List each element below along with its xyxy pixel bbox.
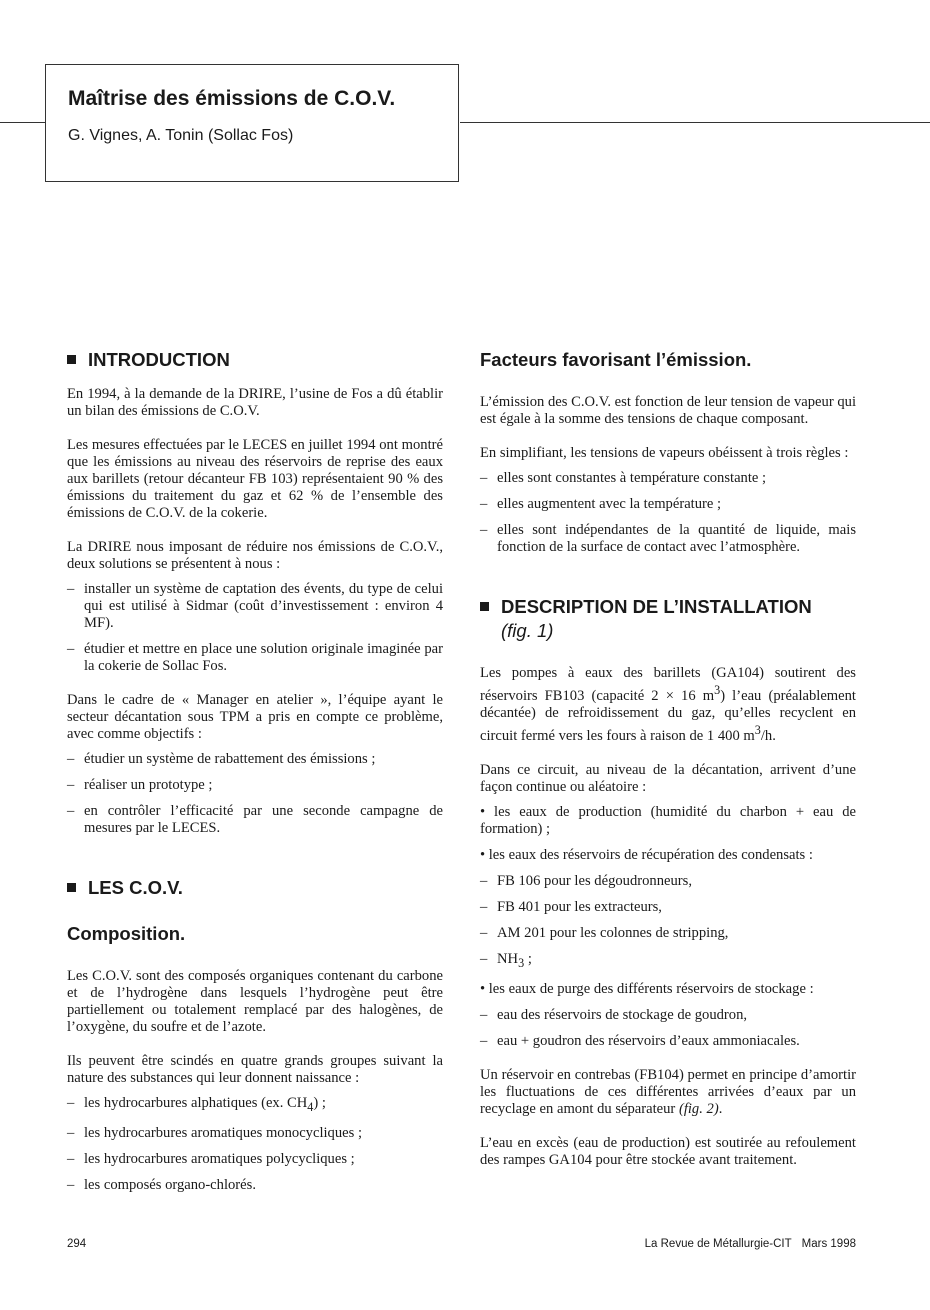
section-square-icon [67,355,76,364]
article-title: Maîtrise des émissions de C.O.V. [68,87,396,110]
list-item: – eau des réservoirs de stockage de goudron, [480,1007,856,1024]
title-box [45,64,459,182]
list-item: – en contrôler l’efficacité par une seconde campagne de mesures par le LECES. [67,803,443,837]
journal-footer [645,1238,856,1250]
journal-date: Mars 1998 [801,1238,856,1250]
article-authors: G. Vignes, A. Tonin (Sollac Fos) [68,127,294,144]
list-item: – $NH_3$ ; [480,951,856,972]
list-item: – elles sont constantes à température constante ; [480,470,856,487]
section-square-icon [67,883,76,892]
list-item: – FB 106 pour les dégoudronneurs, [480,873,856,890]
left-column [67,348,443,1203]
intro-paragraph-1: En 1994, à la demande de la DRIRE, l’usine de Fos a dû établir un bilan des émissions de C.O.V. [67,386,443,419]
list-item: – AM 201 pour les colonnes de stripping, [480,925,856,942]
facteurs-paragraph-1: L’émission des C.O.V. est fonction de leur tension de vapeur qui est égale à la somme des tensions de chaque composant. [480,394,856,427]
bullet-item: • les eaux de production (humidité du charbon + eau de formation) ; [480,803,856,837]
composition-paragraph-2: Ils peuvent être scindés en quatre grands groupes suivant la nature des substances qui leur donnent naissance : [67,1053,443,1086]
intro-paragraph-3: La DRIRE nous imposant de réduire nos émissions de C.O.V., deux solutions se présentent à nous : [67,539,443,572]
list-item: – étudier et mettre en place une solution originale imaginée par la cokerie de Sollac Fos. [67,641,443,675]
page-number: 294 [67,1238,87,1250]
list-item: – elles augmentent avec la température ; [480,496,856,513]
section-heading-description: DESCRIPTION DE L’INSTALLATION (fig. 1) [480,595,856,643]
list-item: – FB 401 pour les extracteurs, [480,899,856,916]
list-item: – les composés organo-chlorés. [67,1177,443,1194]
subheading-composition: Composition. [67,923,186,944]
intro-paragraph-4: Dans le cadre de « Manager en atelier », l’équipe ayant le secteur décantation sous TPM a pris en compte ce problème, avec comme objectifs : [67,692,443,742]
list-item: – les hydrocarbures aromatiques polycycliques ; [67,1151,443,1168]
facteurs-paragraph-2: En simplifiant, les tensions de vapeurs obéissent à trois règles : [480,445,849,461]
intro-paragraph-2: Les mesures effectuées par le LECES en juillet 1994 ont montré que les émissions au niveau des réservoirs de reprise des eaux aux barillets (retour décanteur FB 103) représentaient 90 % des émissions du traitement du gaz et 62 % de l’ensemble des émissions de C.O.V. de la cokerie. [67,437,443,521]
description-paragraph-2: Dans ce circuit, au niveau de la décantation, arrivent d’une façon continue ou aléatoire : [480,761,856,795]
list-item: – étudier un système de rabattement des émissions ; [67,751,443,768]
bullet-item: • les eaux de purge des différents réservoirs de stockage : [480,980,814,997]
list-item: – les hydrocarbures aromatiques monocycliques ; [67,1125,443,1142]
composition-paragraph-1: Les C.O.V. sont des composés organiques contenant du carbone et de l’hydrogène dans lesquels l’hydrogène peut être partiellement ou totalement remplacé par des halogènes, de l’oxygène, du soufre et de l’azote. [67,968,443,1035]
header-rule-right [460,122,930,123]
journal-name: La Revue de Métallurgie-CIT [644,1238,792,1250]
right-column [480,348,856,1169]
list-item: – les hydrocarbures alphatiques (ex. $CH_4$) ; [67,1095,443,1116]
section-square-icon [480,602,489,611]
subheading-facteurs: Facteurs favorisant l’émission. [480,349,752,370]
list-item: – réaliser un prototype ; [67,777,443,794]
description-paragraph-1: Les pompes à eaux des barillets (GA104) soutirent des réservoirs FB103 (capacité 2 × 16 $m^3$) l’eau (préalablement décantée) de refroidissement du gaz, qu’elles recyclent en circuit fermé vers les fours à raison de 1 400 $m^3/h$. [480,665,856,744]
section-heading-cov: LES C.O.V. [67,876,443,900]
description-paragraph-3: Un réservoir en contrebas (FB104) permet en principe d’amortir les fluctuations de ces différentes arrivées d’eaux par un recyclage en amont du séparateur (fig. 2). [480,1066,856,1117]
list-item: – eau + goudron des réservoirs d’eaux ammoniacales. [480,1033,856,1050]
header-rule-left [0,122,46,123]
list-item: – installer un système de captation des évents, du type de celui qui est utilisé à Sidmar (coût d’investissement : environ 4 MF). [67,581,443,632]
description-paragraph-4: L’eau en excès (eau de production) est soutirée au refoulement des rampes GA104 pour être stockée avant traitement. [480,1134,856,1168]
list-item: – elles sont indépendantes de la quantité de liquide, mais fonction de la surface de contact avec l’atmosphère. [480,522,856,556]
section-heading-introduction: INTRODUCTION [67,348,443,372]
bullet-item: • les eaux des réservoirs de récupération des condensats : [480,846,813,863]
